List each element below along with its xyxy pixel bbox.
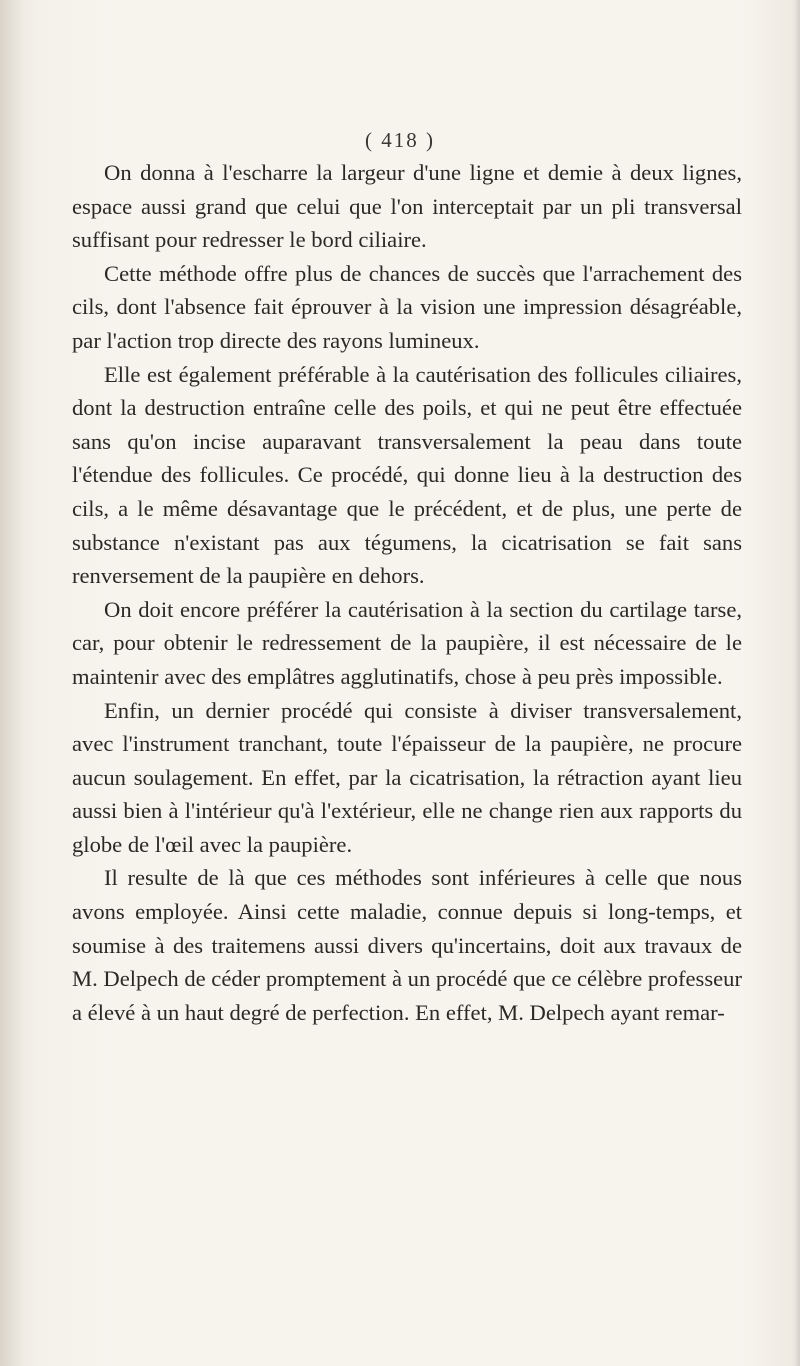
paragraph: On doit encore préférer la cautérisation à la section du cartilage tarse, car, pour obtenir le redressement de la paupière, il est nécessaire de le maintenir avec des emplâtres agglutinatifs, chose à peu près impossible. [72, 596, 742, 689]
body-text [72, 156, 742, 1029]
paragraph: Enfin, un dernier procédé qui consiste à diviser transversalement, avec l'instrument tranchant, toute l'épaisseur de la paupière, ne procure aucun soulagement. En effet, par la cicatrisation, la rétraction ayant lieu aussi bien à l'intérieur qu'à l'extérieur, elle ne change rien aux rapports du globe de l'œil avec la paupière. [72, 697, 742, 857]
page-number: ( 418 ) [365, 128, 435, 152]
paragraph: On donna à l'escharre la largeur d'une ligne et demie à deux lignes, espace aussi grand que celui que l'on interceptait par un pli transversal suffisant pour redresser le bord ciliaire. [72, 160, 742, 253]
paragraph: Elle est également préférable à la cautérisation des follicules ciliaires, dont la destruction entraîne celle des poils, et qui ne peut être effectuée sans qu'on incise auparavant transversalement la peau dans toute l'étendue des follicules. Ce procédé, qui donne lieu à la destruction des cils, a le même désavantage que le précédent, et de plus, une perte de substance n'existant pas aux tégumens, la cicatrisation se fait sans renversement de la paupière en dehors. [72, 361, 742, 589]
page-binding-shadow [0, 0, 22, 1366]
paragraph: Cette méthode offre plus de chances de succès que l'arrachement des cils, dont l'absence fait éprouver à la vision une impression désagréable, par l'action trop directe des rayons lumineux. [72, 260, 742, 353]
page-edge-shadow [794, 0, 800, 1366]
paragraph: Il resulte de là que ces méthodes sont inférieures à celle que nous avons employée. Ainsi cette maladie, connue depuis si long-temps, et soumise à des traitemens aussi divers qu'incertains, doit aux travaux de M. Delpech de céder promptement à un procédé que ce célèbre professeur a élevé à un haut degré de perfection. En effet, M. Delpech ayant remar- [72, 865, 742, 1025]
